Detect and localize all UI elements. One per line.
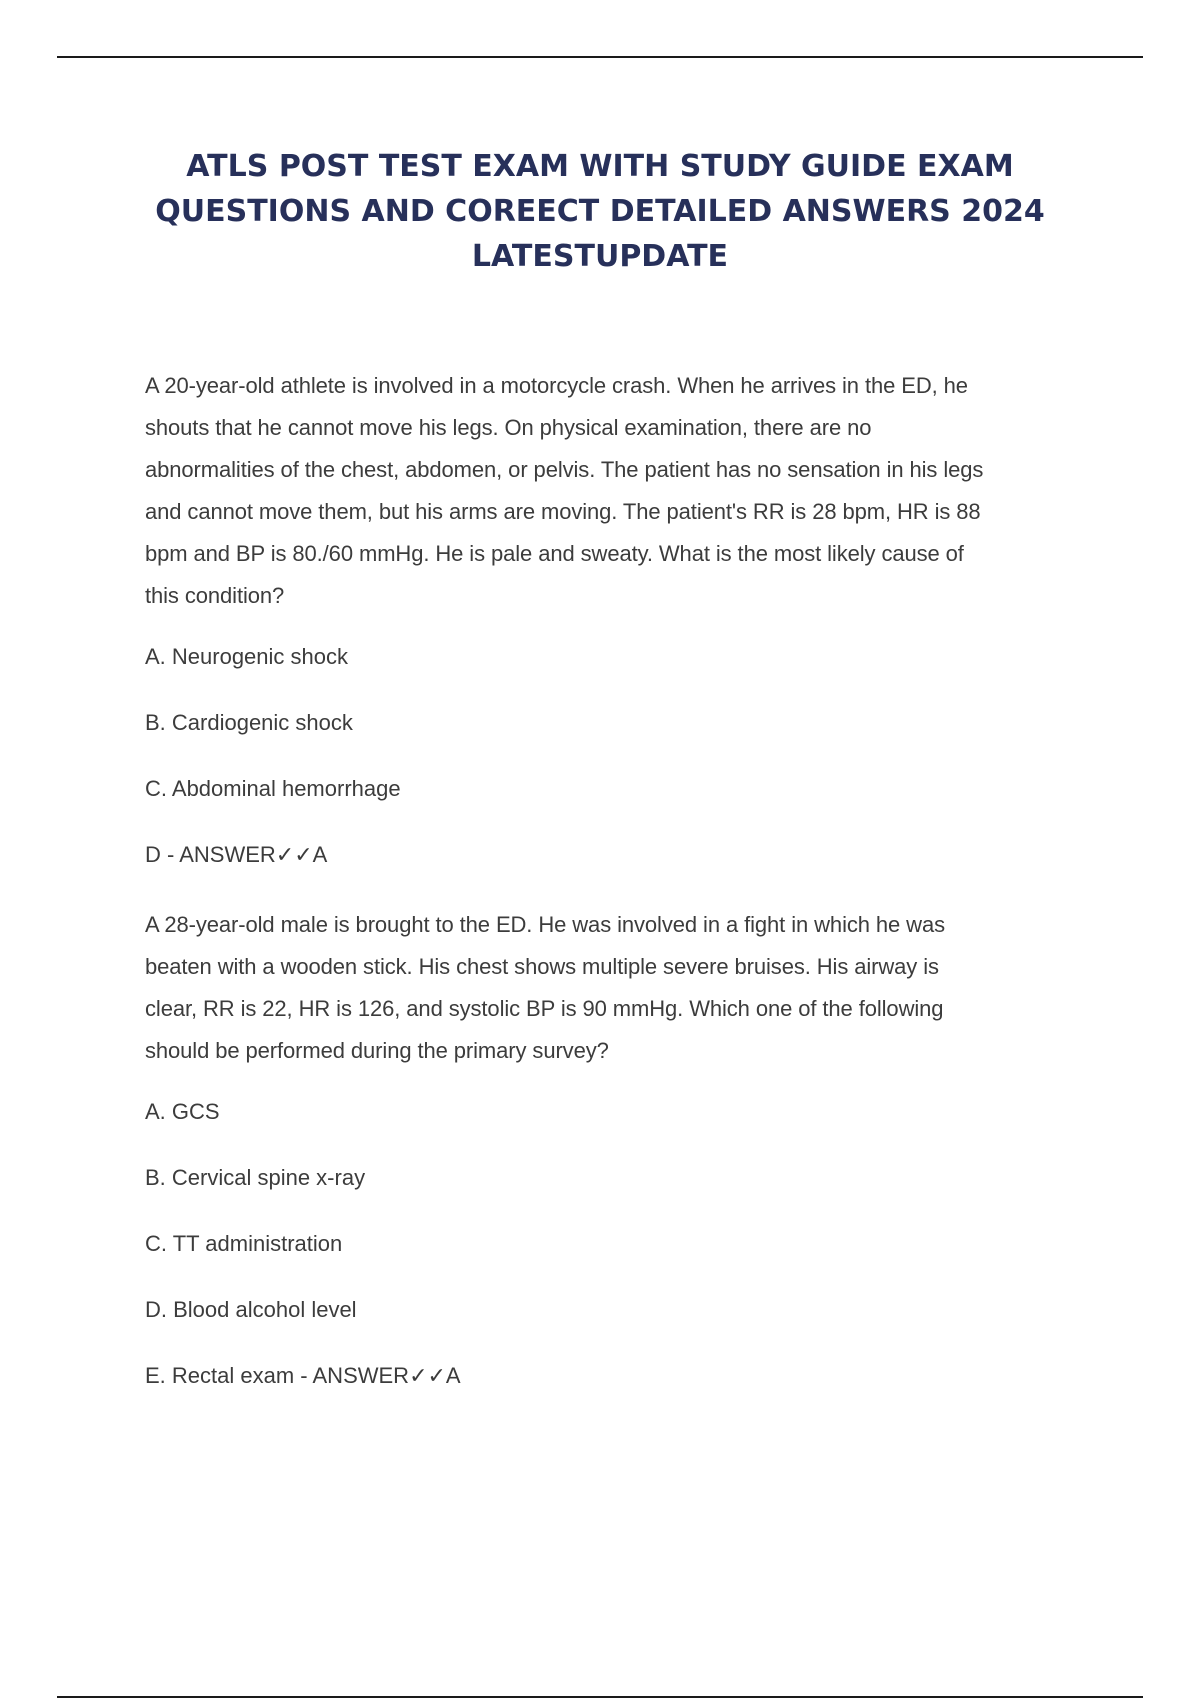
question-2 — [145, 904, 1105, 1421]
title-line: QUESTIONS AND COREECT DETAILED ANSWERS 2024 — [155, 194, 1045, 229]
answer-key: D - ANSWER✓✓A — [145, 842, 328, 867]
footer-rule — [57, 1696, 1143, 1698]
stem-line: should be performed during the primary survey? — [145, 1038, 609, 1063]
stem-line: A 20-year-old athlete is involved in a motorcycle crash. When he arrives in the ED, he — [145, 373, 968, 398]
answer-key: E. Rectal exam - ANSWER✓✓A — [145, 1363, 461, 1388]
question-1 — [145, 365, 1105, 904]
answer-option: A. GCS — [145, 1099, 220, 1124]
stem-line: clear, RR is 22, HR is 126, and systolic BP is 90 mmHg. Which one of the following — [145, 996, 944, 1021]
question-stem — [145, 365, 1105, 617]
document-body — [145, 365, 1105, 1421]
stem-line: beaten with a wooden stick. His chest shows multiple severe bruises. His airway is — [145, 954, 939, 979]
question-stem — [145, 904, 1105, 1072]
stem-line: and cannot move them, but his arms are moving. The patient's RR is 28 bpm, HR is 88 — [145, 499, 981, 524]
header-rule — [57, 56, 1143, 58]
stem-line: this condition? — [145, 583, 285, 608]
answer-option: D. Blood alcohol level — [145, 1297, 357, 1322]
title-line: ATLS POST TEST EXAM WITH STUDY GUIDE EXAM — [186, 149, 1014, 184]
stem-line: A 28-year-old male is brought to the ED. He was involved in a fight in which he was — [145, 912, 946, 937]
answer-option: C. Abdominal hemorrhage — [145, 776, 401, 801]
title-line: LATESTUPDATE — [471, 239, 729, 274]
answer-option: A. Neurogenic shock — [145, 644, 348, 669]
answer-option: C. TT administration — [145, 1231, 343, 1256]
answer-option: B. Cervical spine x-ray — [145, 1165, 366, 1190]
answer-option: B. Cardiogenic shock — [145, 710, 353, 735]
document-title — [150, 144, 1050, 279]
stem-line: abnormalities of the chest, abdomen, or pelvis. The patient has no sensation in his legs — [145, 457, 984, 482]
stem-line: bpm and BP is 80./60 mmHg. He is pale and sweaty. What is the most likely cause of — [145, 541, 964, 566]
stem-line: shouts that he cannot move his legs. On physical examination, there are no — [145, 415, 872, 440]
